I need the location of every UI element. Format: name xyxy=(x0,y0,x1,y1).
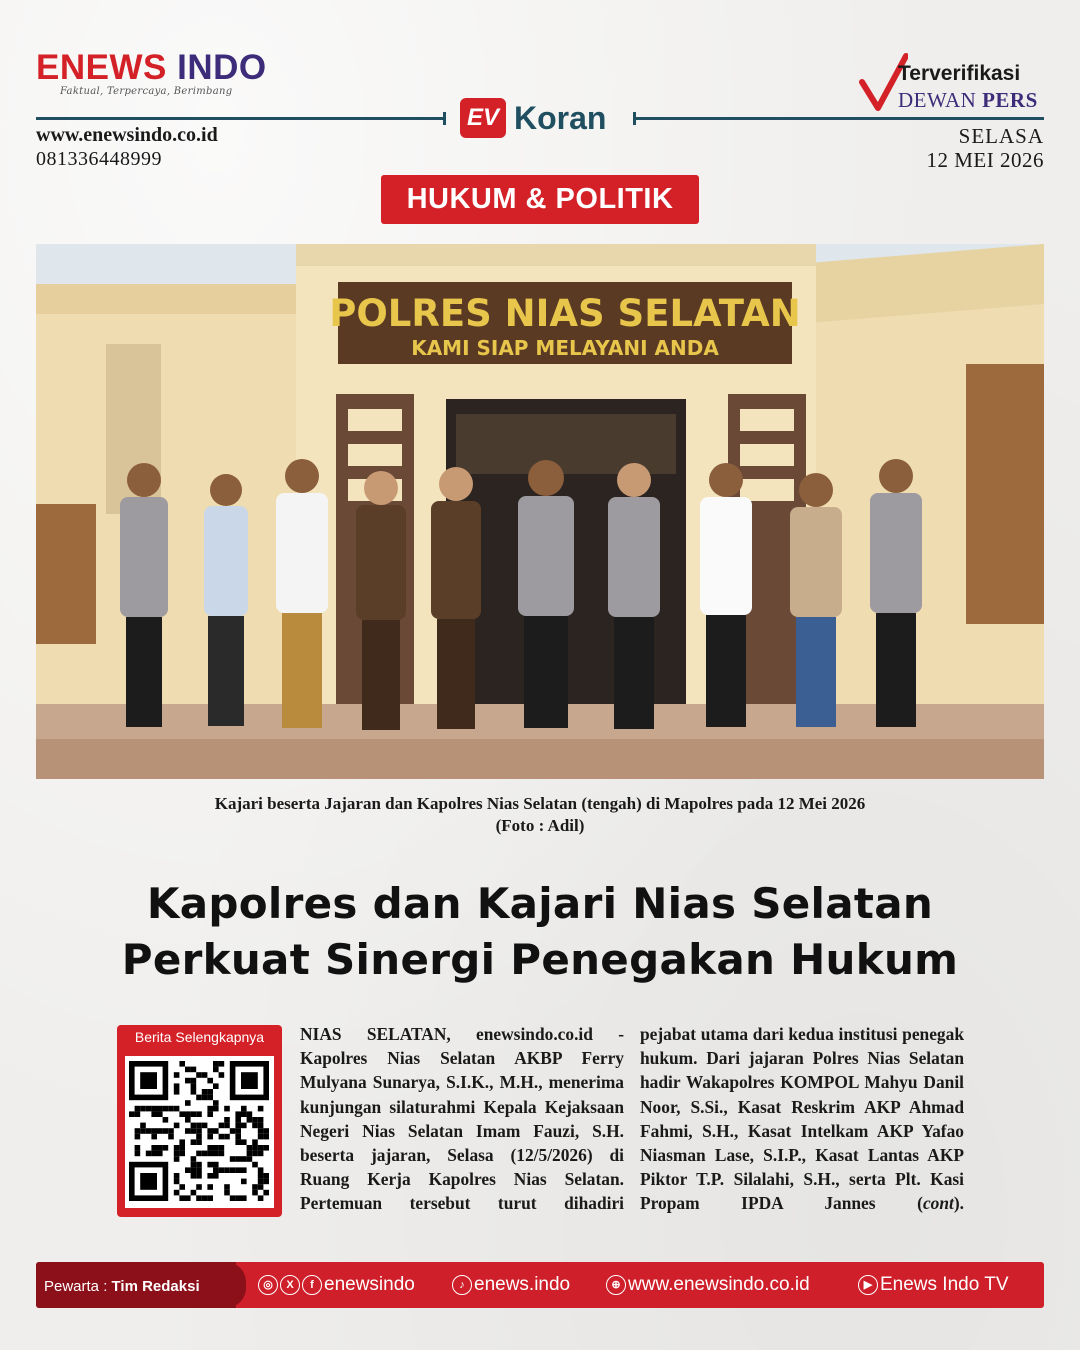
footer-website-text: www.enewsindo.co.id xyxy=(628,1274,810,1295)
headline-line1: Kapolres dan Kajari Nias Selatan xyxy=(146,879,934,928)
press-council-part1: DEWAN xyxy=(898,88,977,112)
brand-name-part2: INDO xyxy=(177,48,267,87)
brand-logo xyxy=(36,48,267,88)
footer-social[interactable] xyxy=(258,1274,415,1296)
globe-icon[interactable]: ⊕ xyxy=(606,1275,626,1295)
headline-line2: Perkuat Sinergi Penegakan Hukum xyxy=(121,935,959,984)
footer-youtube[interactable] xyxy=(858,1274,1009,1296)
footer-website[interactable] xyxy=(606,1274,810,1296)
qr-label: Berita Selengkapnya xyxy=(134,1029,265,1045)
continued-marker: cont xyxy=(922,1193,954,1214)
header-website[interactable]: www.enewsindo.co.id xyxy=(36,124,218,146)
qr-code[interactable] xyxy=(125,1056,274,1208)
photo-caption xyxy=(36,793,1044,837)
brand-tagline: Faktual, Terpercaya, Berimbang xyxy=(60,86,233,97)
social-handle: enewsindo xyxy=(324,1274,415,1295)
tiktok-handle: enews.indo xyxy=(474,1274,571,1295)
brand-name-part1: ENEWS xyxy=(36,48,167,87)
header-rule-left xyxy=(36,117,444,120)
reporter-name: Tim Redaksi xyxy=(111,1278,200,1295)
news-photo xyxy=(36,244,1044,779)
sign-text-line2: KAMI SIAP MELAYANI ANDA xyxy=(411,336,719,360)
issue-day: SELASA xyxy=(958,124,1044,148)
ev-logo-icon: EV xyxy=(460,98,506,138)
footer-tiktok[interactable] xyxy=(452,1274,570,1296)
tiktok-icon[interactable]: ♪ xyxy=(452,1275,472,1295)
footer-reporter xyxy=(44,1276,200,1298)
issue-date: 12 MEI 2026 xyxy=(926,148,1044,172)
qr-code-icon xyxy=(125,1056,274,1208)
article-column-2-end: ). xyxy=(953,1193,964,1214)
header-phone: 081336448999 xyxy=(36,148,162,170)
verified-label: Terverifikasi xyxy=(898,62,1021,85)
article-column-1: NIAS SELATAN, enewsindo.co.id - Kapolres Nias Selatan AKBP Ferry Mulyana Sunarya, S.I.K., M.H., menerima kunjungan silaturahmi Kepala Kejaksaan Negeri Nias Selatan Imam Fauzi, S.H. beserta jajaran, Selasa (12/5/2026) di Ruang Kerja Kapolres Nias Selatan. Pertemuan tersebut turut dihadiri xyxy=(300,1024,624,1214)
x-icon[interactable]: X xyxy=(280,1275,300,1295)
youtube-icon[interactable]: ▶ xyxy=(858,1275,878,1295)
press-council-part2: PERS xyxy=(982,88,1038,112)
section-rubric: HUKUM & POLITIK xyxy=(381,175,699,224)
article-headline xyxy=(36,876,1044,988)
press-council-label xyxy=(898,88,1038,113)
sign-text-line1: POLRES NIAS SELATAN xyxy=(329,292,801,335)
youtube-channel: Enews Indo TV xyxy=(880,1274,1009,1295)
edition-title: Koran xyxy=(514,100,607,136)
instagram-icon[interactable]: ◎ xyxy=(258,1275,278,1295)
photo-caption-line1: Kajari beserta Jajaran dan Kapolres Nias Selatan (tengah) di Mapolres pada 12 Mei 2026 xyxy=(214,794,866,813)
facebook-icon[interactable]: f xyxy=(302,1275,322,1295)
article-column-2 xyxy=(640,1022,964,1216)
article-column-2-text: pejabat utama dari kedua institusi penegak hukum. Dari jajaran Polres Nias Selatan hadir Wakapolres KOMPOL Mahyu Danil Noor, S.Si., Kasat Reskrim AKP Ahmad Fahmi, S.H., Kasat Intelkam AKP Yafao Niasman Lase, S.I.P., Kasat Lantas AKP Piktor T.P. Silalahi, S.H., serta Plt. Kasi Propam IPDA Jannes ( xyxy=(640,1024,964,1214)
photo-credit: (Foto : Adil) xyxy=(495,816,585,835)
reporter-label: Pewarta : xyxy=(44,1278,112,1295)
header-rule-right xyxy=(635,117,1044,120)
